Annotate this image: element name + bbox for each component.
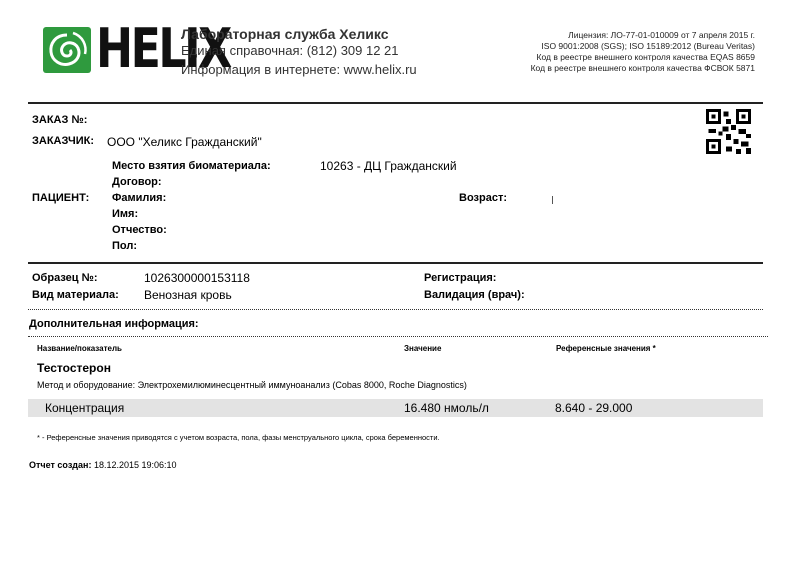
footnote: * - Референсные значения приводятся с учетом возраста, пола, фазы менструального цикла, срока беременности. [37, 433, 440, 442]
age-label: Возраст: [459, 192, 507, 204]
license-line: Лицензия: ЛО-77-01-010009 от 7 апреля 2015 г. [568, 30, 755, 40]
customer-value: ООО "Хеликс Гражданский" [107, 135, 262, 149]
registration-label: Регистрация: [424, 272, 497, 284]
age-value-mark [552, 196, 553, 204]
order-divider [28, 262, 763, 264]
report-created [29, 460, 177, 470]
license-line: ISO 9001:2008 (SGS); ISO 15189:2012 (Bureau Veritas) [541, 41, 755, 51]
column-header-name: Название/показатель [37, 344, 122, 353]
phone-line: Единая справочная: (812) 309 12 21 [181, 43, 399, 58]
row-value: 16.480 нмоль/л [404, 401, 489, 415]
column-header-reference: Референсные значения * [556, 344, 656, 353]
column-header-value: Значение [404, 344, 442, 353]
row-reference: 8.640 - 29.000 [555, 401, 633, 415]
name-label: Имя: [112, 208, 139, 220]
helix-logo-icon [43, 27, 91, 73]
site-label: Место взятия биоматериала: [112, 160, 271, 172]
material-label: Вид материала: [32, 289, 119, 301]
contract-label: Договор: [112, 176, 162, 188]
license-line: Код в реестре внешнего контроля качества EQAS 8659 [536, 52, 755, 62]
sex-label: Пол: [112, 240, 138, 252]
patronymic-label: Отчество: [112, 224, 167, 236]
sample-value: 1026300000153118 [144, 271, 250, 285]
report-created-value: 18.12.2015 19:06:10 [93, 460, 177, 470]
material-value: Венозная кровь [144, 288, 232, 302]
header-divider [28, 102, 763, 104]
info-divider [28, 336, 768, 337]
order-label: ЗАКАЗ №: [32, 114, 88, 126]
qr-code-icon [706, 108, 751, 155]
validation-label: Валидация (врач): [424, 289, 525, 301]
method-line: Метод и оборудование: Электрохемилюминесцентный иммуноанализ (Cobas 8000, Roche Diagnostics) [37, 380, 467, 390]
sample-divider [28, 309, 763, 310]
row-name: Концентрация [45, 401, 125, 415]
test-name: Тестостерон [37, 361, 111, 375]
additional-info-label: Дополнительная информация: [29, 318, 199, 330]
web-line: Информация в интернете: www.helix.ru [181, 62, 417, 77]
sample-label: Образец №: [32, 272, 98, 284]
table-row [28, 399, 763, 417]
report-created-label: Отчет создан: [29, 460, 92, 470]
site-value: 10263 - ДЦ Гражданский [320, 159, 457, 173]
patient-label: ПАЦИЕНТ: [32, 192, 90, 204]
helix-logo-text: HELIX [96, 17, 230, 80]
customer-label: ЗАКАЗЧИК: [32, 135, 94, 147]
lab-name: Лабораторная служба Хеликс [181, 26, 389, 42]
surname-label: Фамилия: [112, 192, 167, 204]
license-line: Код в реестре внешнего контроля качества ФСВОК 5871 [530, 63, 755, 73]
